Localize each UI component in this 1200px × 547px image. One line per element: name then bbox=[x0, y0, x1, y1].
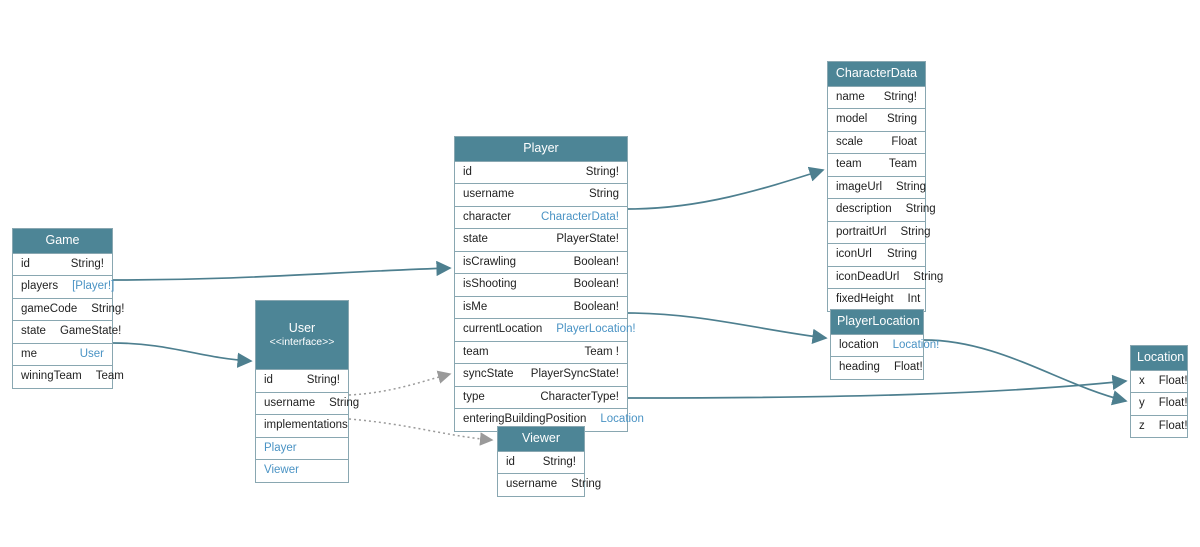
entity-title-label: User bbox=[288, 320, 316, 335]
field-name: username bbox=[264, 396, 316, 409]
field-row[interactable] bbox=[828, 109, 925, 132]
field-type: Float! bbox=[1158, 397, 1188, 410]
field-name: type bbox=[463, 390, 485, 403]
field-name: winingTeam bbox=[21, 370, 82, 383]
field-row[interactable] bbox=[13, 254, 112, 277]
field-row[interactable] bbox=[13, 276, 115, 299]
field-row[interactable] bbox=[13, 299, 125, 322]
field-name: id bbox=[506, 455, 515, 468]
field-type: CharacterType! bbox=[540, 390, 619, 403]
field-row[interactable] bbox=[828, 244, 925, 267]
field-name: team bbox=[463, 345, 489, 358]
entity-game[interactable] bbox=[12, 228, 125, 389]
field-row[interactable] bbox=[455, 184, 627, 207]
entity-user[interactable] bbox=[255, 300, 360, 483]
field-row[interactable] bbox=[1131, 393, 1187, 416]
implementation-viewer[interactable] bbox=[256, 460, 348, 482]
field-row[interactable] bbox=[455, 387, 627, 410]
field-type: Boolean! bbox=[573, 278, 619, 291]
field-type: String! bbox=[542, 455, 576, 468]
edge-playerlocation-location-to-location bbox=[924, 340, 1126, 401]
field-row[interactable] bbox=[831, 335, 940, 358]
edge-player-enteringbuildingposition-to-location bbox=[628, 381, 1126, 398]
field-type: String bbox=[905, 203, 936, 216]
field-row[interactable] bbox=[498, 474, 602, 496]
field-name: z bbox=[1139, 419, 1145, 432]
field-name: scale bbox=[836, 135, 863, 148]
entity-characterdata[interactable] bbox=[827, 61, 944, 312]
field-name: Viewer bbox=[264, 464, 299, 477]
field-type: String! bbox=[585, 165, 619, 178]
edge-user-implements-player bbox=[349, 374, 450, 395]
field-type: PlayerSyncState! bbox=[530, 368, 619, 381]
field-name: state bbox=[21, 325, 46, 338]
edge-game-me-to-user bbox=[113, 343, 251, 361]
field-row[interactable] bbox=[828, 289, 925, 311]
field-row[interactable] bbox=[455, 274, 627, 297]
field-type: PlayerState! bbox=[556, 233, 619, 246]
field-type: String bbox=[896, 180, 927, 193]
field-row[interactable] bbox=[828, 154, 925, 177]
field-name: iconUrl bbox=[836, 248, 872, 261]
field-type: Team bbox=[888, 158, 917, 171]
field-name: location bbox=[839, 338, 879, 351]
entity-viewer[interactable] bbox=[497, 426, 602, 497]
field-name: fixedHeight bbox=[836, 293, 894, 306]
field-row[interactable] bbox=[1131, 416, 1187, 438]
entity-title bbox=[256, 301, 348, 370]
field-type: String! bbox=[306, 374, 340, 386]
field-name: id bbox=[264, 374, 273, 386]
field-type: String bbox=[913, 270, 944, 283]
field-name: currentLocation bbox=[463, 323, 543, 336]
field-row[interactable] bbox=[498, 452, 584, 475]
implementation-player[interactable] bbox=[256, 438, 348, 461]
field-name: team bbox=[836, 158, 862, 171]
field-name: iconDeadUrl bbox=[836, 270, 900, 283]
field-name: syncState bbox=[463, 368, 514, 381]
entity-stereotype: <<interface>> bbox=[269, 336, 335, 349]
entity-title: Game bbox=[13, 229, 112, 254]
edge-player-currentlocation-to-playerlocation bbox=[628, 313, 826, 338]
field-row[interactable] bbox=[828, 267, 944, 290]
entity-title: Viewer bbox=[498, 427, 584, 452]
edge-player-character-to-characterdata bbox=[628, 170, 823, 209]
entity-player[interactable] bbox=[454, 136, 644, 432]
field-name: Player bbox=[264, 441, 297, 454]
field-row[interactable] bbox=[13, 344, 112, 367]
field-type: String! bbox=[883, 90, 917, 103]
field-type: String bbox=[588, 188, 619, 201]
entity-location[interactable] bbox=[1130, 345, 1188, 438]
field-name: enteringBuildingPosition bbox=[463, 413, 587, 426]
field-name: state bbox=[463, 233, 488, 246]
field-type: Float! bbox=[1158, 374, 1188, 387]
field-name: heading bbox=[839, 361, 880, 374]
field-row[interactable] bbox=[828, 177, 925, 200]
field-name: name bbox=[836, 90, 865, 103]
field-row[interactable] bbox=[455, 229, 627, 252]
field-name: isCrawling bbox=[463, 255, 517, 268]
entity-title: CharacterData bbox=[828, 62, 925, 87]
field-type: String bbox=[571, 478, 602, 491]
field-type: Int bbox=[907, 293, 921, 306]
field-type: String! bbox=[70, 257, 104, 270]
field-type: Float! bbox=[893, 361, 923, 374]
field-name: x bbox=[1139, 374, 1145, 387]
field-type: Boolean! bbox=[573, 255, 619, 268]
field-row[interactable] bbox=[13, 321, 122, 344]
field-type[interactable]: Location! bbox=[892, 338, 940, 351]
field-row[interactable] bbox=[828, 199, 936, 222]
entity-title: PlayerLocation bbox=[831, 310, 923, 335]
field-type: GameState! bbox=[59, 325, 122, 338]
field-row[interactable] bbox=[455, 207, 627, 230]
field-name: me bbox=[21, 347, 37, 360]
field-type: Float! bbox=[1158, 419, 1188, 432]
edge-game-players-to-player bbox=[113, 268, 450, 280]
field-type: String! bbox=[91, 302, 125, 315]
field-row[interactable] bbox=[455, 364, 627, 387]
entity-playerlocation[interactable] bbox=[830, 309, 940, 380]
field-row[interactable] bbox=[256, 370, 348, 393]
field-row[interactable] bbox=[455, 162, 627, 185]
field-row[interactable] bbox=[831, 357, 923, 379]
field-type[interactable]: CharacterData! bbox=[541, 210, 619, 223]
field-type: String bbox=[886, 248, 917, 261]
field-name: id bbox=[21, 257, 30, 270]
field-type: Float bbox=[891, 135, 917, 148]
field-row[interactable] bbox=[455, 319, 636, 342]
field-row[interactable] bbox=[828, 132, 925, 155]
field-type[interactable]: [Player!] bbox=[72, 280, 115, 293]
entity-title: Player bbox=[455, 137, 627, 162]
field-name: players bbox=[21, 280, 59, 293]
field-row[interactable] bbox=[455, 252, 627, 275]
field-name: portraitUrl bbox=[836, 225, 887, 238]
field-type: Team bbox=[95, 370, 124, 383]
field-type[interactable]: User bbox=[79, 347, 104, 360]
field-row[interactable] bbox=[13, 366, 124, 388]
field-type[interactable]: Location bbox=[600, 413, 644, 426]
field-name: model bbox=[836, 113, 868, 126]
field-name: description bbox=[836, 203, 892, 216]
field-row[interactable] bbox=[455, 342, 627, 365]
field-name: implementations bbox=[264, 419, 348, 432]
field-type: String bbox=[886, 113, 917, 126]
field-name: isMe bbox=[463, 300, 488, 313]
field-type: String bbox=[329, 396, 360, 409]
field-name: y bbox=[1139, 397, 1145, 410]
field-row[interactable] bbox=[828, 222, 931, 245]
field-name: isShooting bbox=[463, 278, 517, 291]
field-name: imageUrl bbox=[836, 180, 883, 193]
field-name: gameCode bbox=[21, 302, 78, 315]
field-row[interactable] bbox=[455, 297, 627, 320]
field-row[interactable] bbox=[256, 393, 360, 416]
field-type[interactable]: PlayerLocation! bbox=[556, 323, 636, 336]
field-name: username bbox=[506, 478, 558, 491]
field-type: Team ! bbox=[584, 345, 619, 358]
field-type: Boolean! bbox=[573, 300, 619, 313]
field-row[interactable] bbox=[1131, 371, 1187, 394]
field-name: username bbox=[463, 188, 515, 201]
field-type: String bbox=[900, 225, 931, 238]
field-row-implementations bbox=[256, 415, 348, 438]
field-row[interactable] bbox=[828, 87, 925, 110]
field-name: id bbox=[463, 165, 472, 178]
entity-title: Location bbox=[1131, 346, 1187, 371]
field-name: character bbox=[463, 210, 511, 223]
